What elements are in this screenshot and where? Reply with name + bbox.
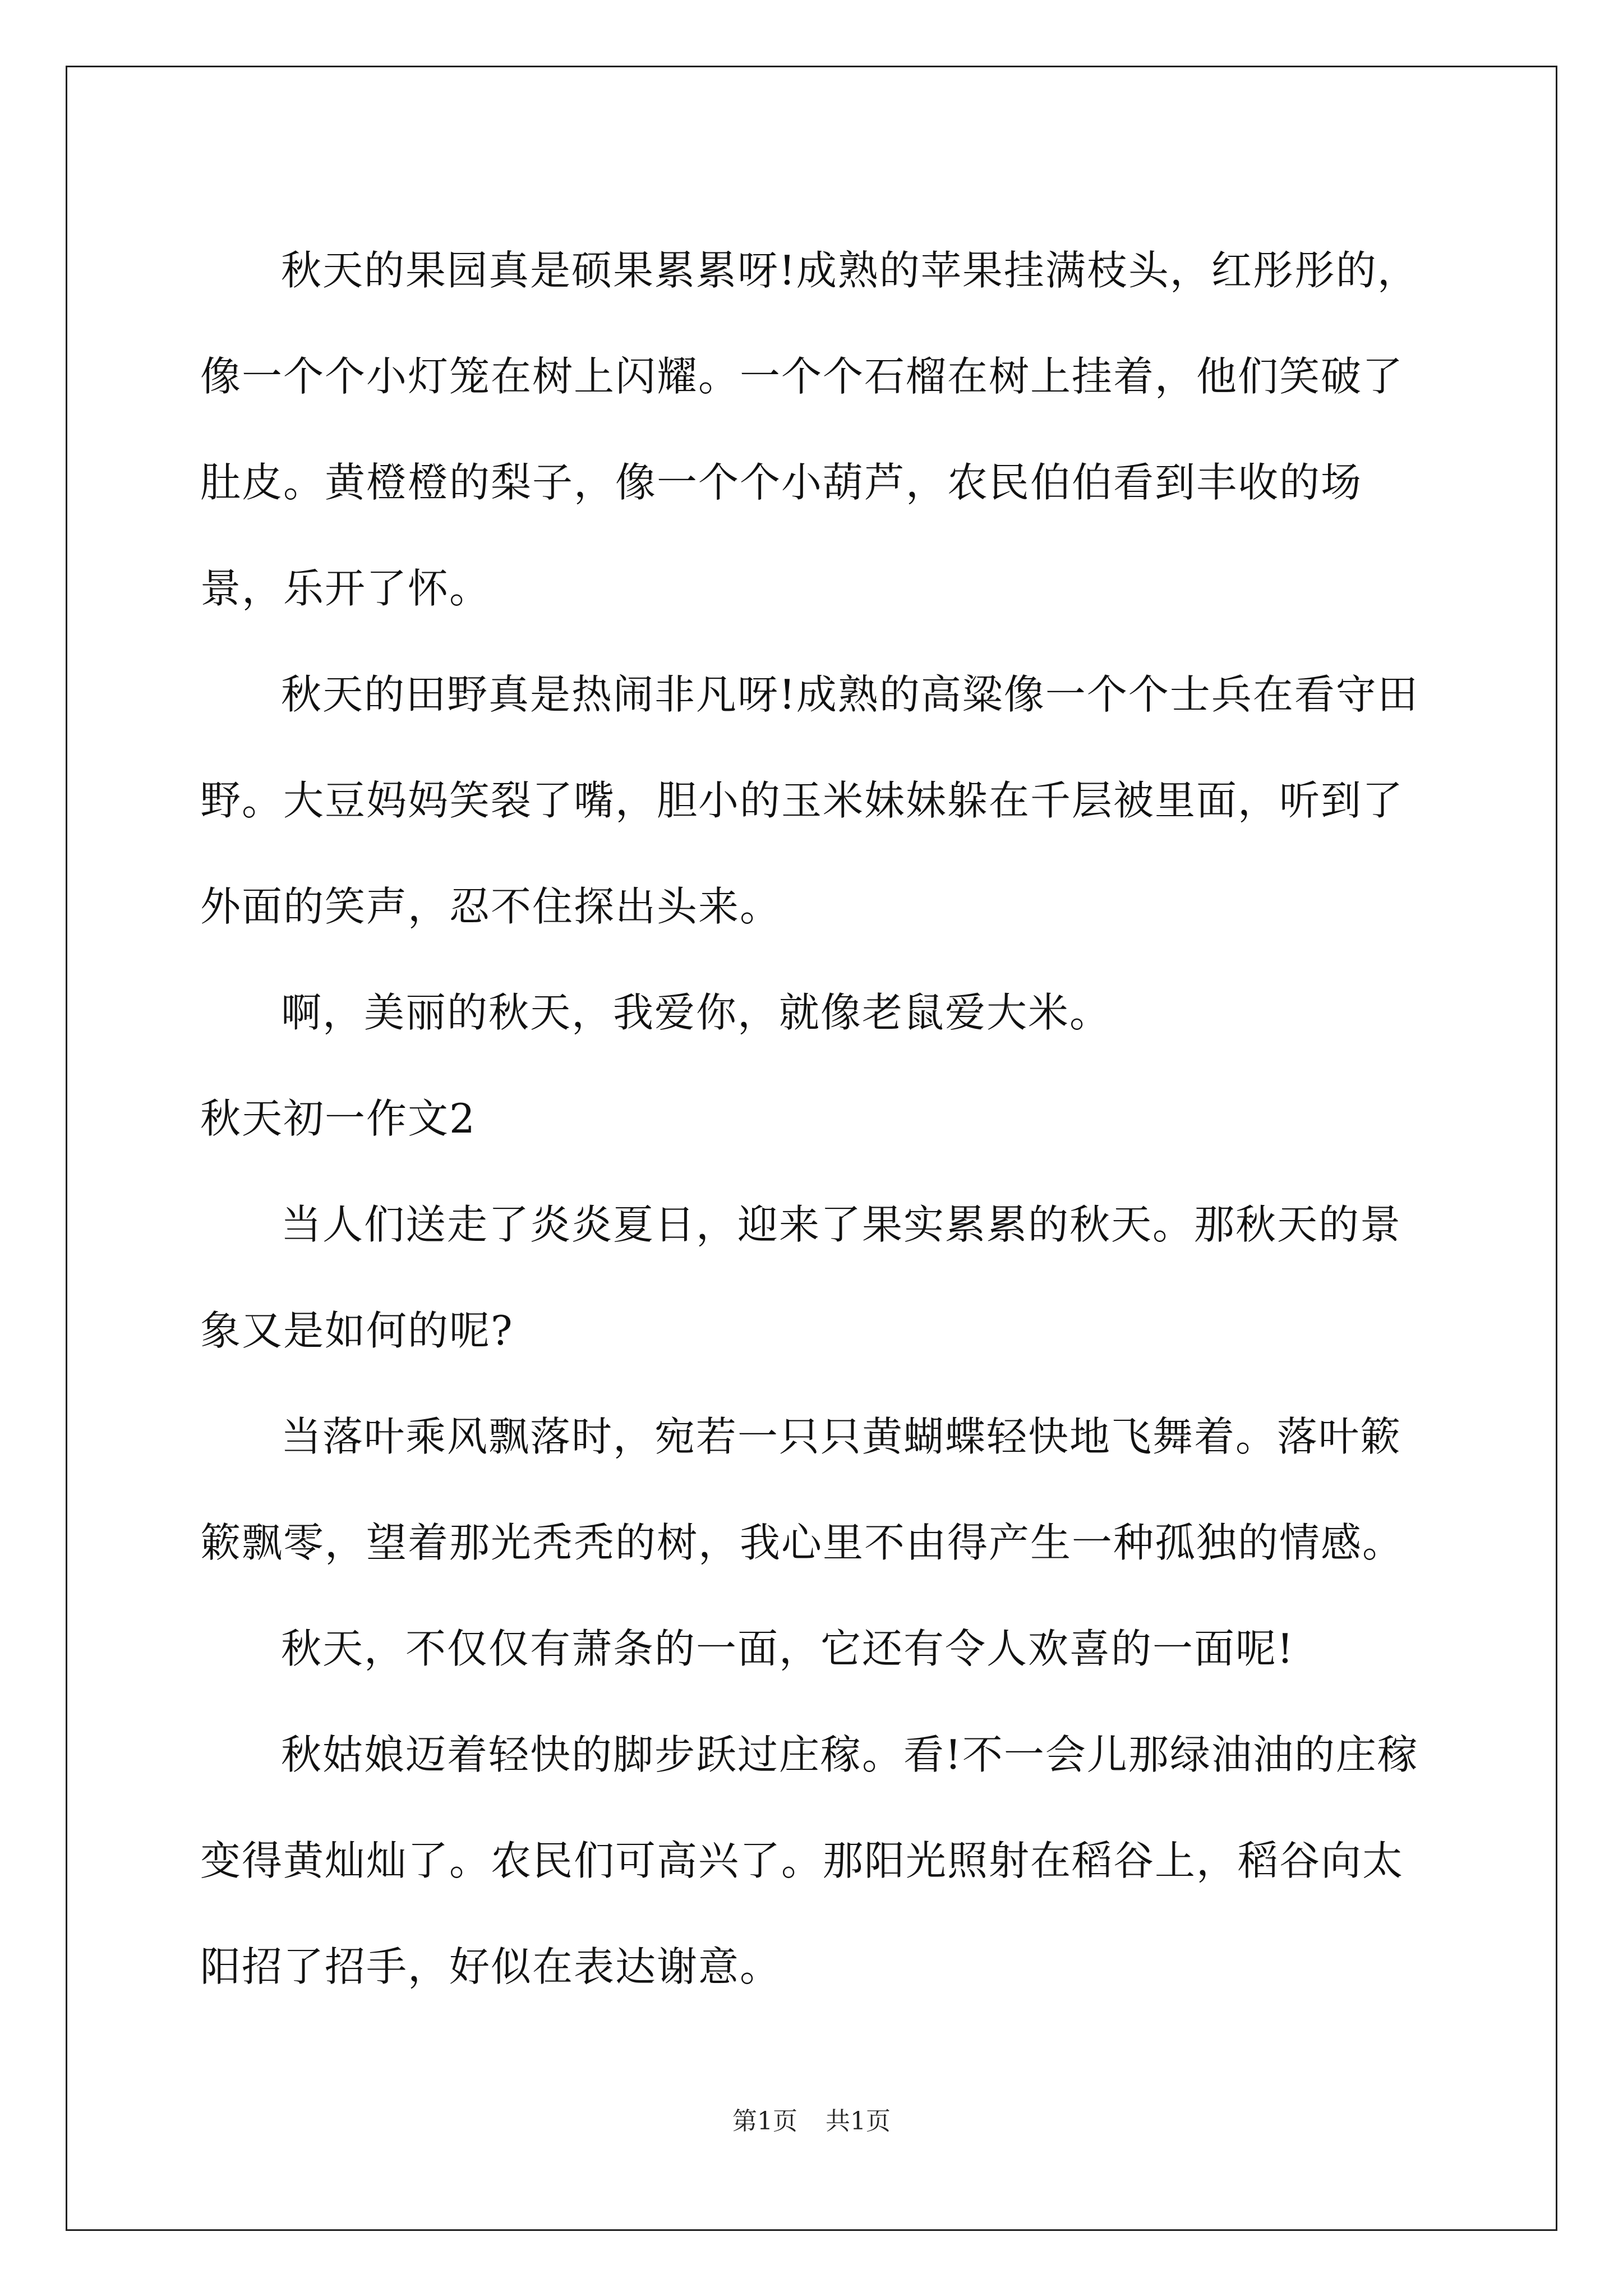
paragraph-joy: 秋天，不仅仅有萧条的一面，它还有令人欢喜的一面呢! — [281, 1625, 1294, 1672]
paragraph-intro: 当人们送走了炎炎夏日，迎来了果实累累的秋天。那秋天的景象又是如何的呢? — [200, 1201, 1402, 1354]
paragraph-orchard: 秋天的果园真是硕果累累呀!成熟的苹果挂满枝头，红彤彤的，像一个个小灯笼在树上闪耀。一个个石榴在树上挂着，他们笑破了肚皮。黄橙橙的梨子，像一个个小葫芦，农民伯伯看到丰收的场景，乐开了怀。 — [200, 247, 1419, 612]
page-total: 共1页 — [826, 2107, 891, 2136]
section-heading: 秋天初一作文2 — [200, 1095, 476, 1142]
paragraph-harvest: 秋姑娘迈着轻快的脚步跃过庄稼。看!不一会儿那绿油油的庄稼变得黄灿灿了。农民们可高兴了。那阳光照射在稻谷上，稻谷向太阳招了招手，好似在表达谢意。 — [200, 1731, 1419, 1990]
paragraph-fields: 秋天的田野真是热闹非凡呀!成熟的高粱像一个个士兵在看守田野。大豆妈妈笑裂了嘴，胆小的玉米妹妹躲在千层被里面，听到了外面的笑声，忍不住探出头来。 — [200, 671, 1419, 930]
page-number: 第1页 — [732, 2107, 797, 2136]
page-footer — [0, 2101, 1623, 2137]
paragraph-exclamation: 啊，美丽的秋天，我爱你，就像老鼠爱大米。 — [281, 989, 1112, 1036]
document-body — [200, 218, 1423, 2020]
paragraph-leaves: 当落叶乘风飘落时，宛若一只只黄蝴蝶轻快地飞舞着。落叶簌簌飘零，望着那光秃秃的树，我心里不由得产生一种孤独的情感。 — [200, 1413, 1404, 1566]
